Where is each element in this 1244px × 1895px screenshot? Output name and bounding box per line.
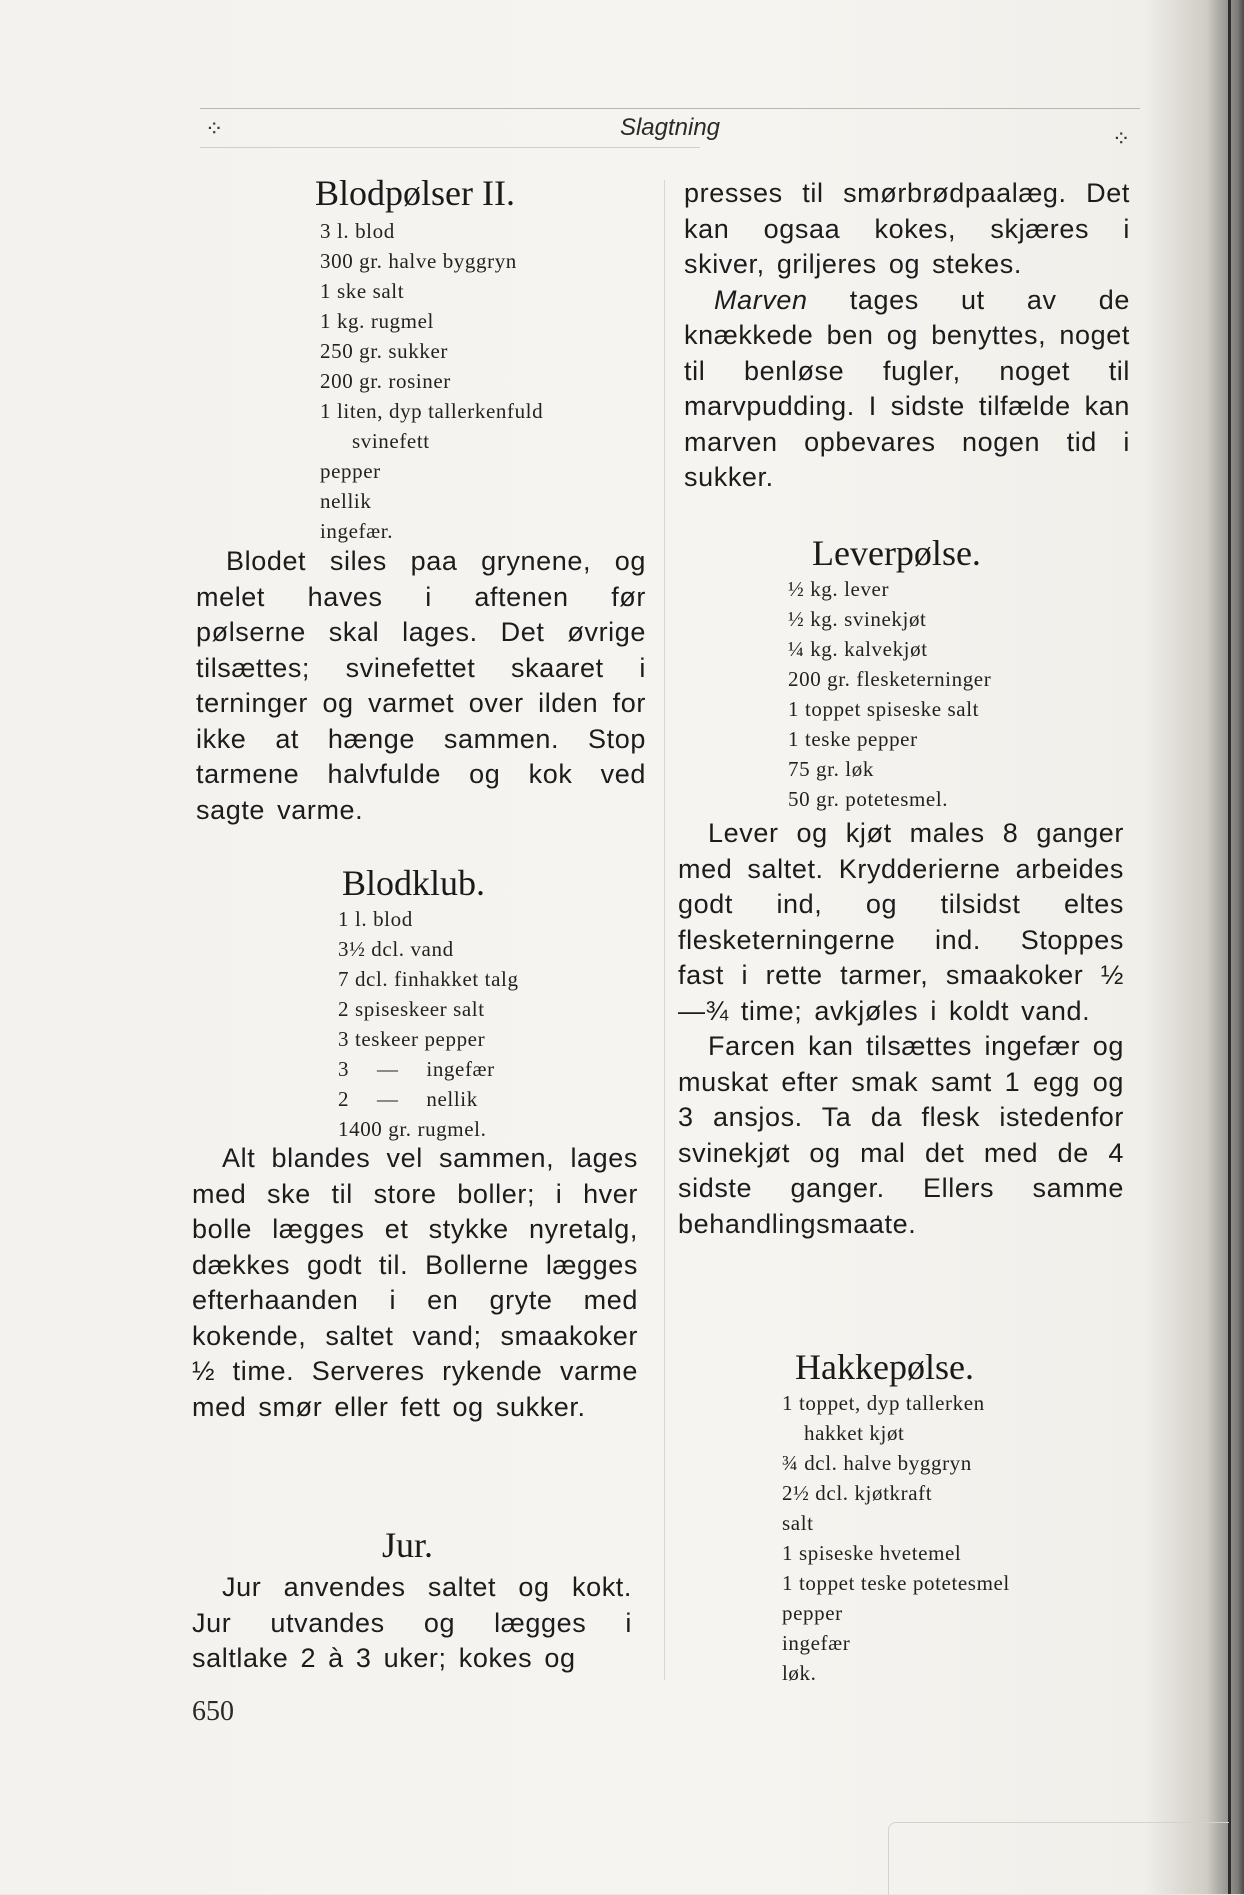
ingredient: 1 toppet teske potetesmel	[782, 1571, 1010, 1595]
ornament-left-icon: ⁘	[205, 116, 224, 141]
recipe-title-blodklub: Blodklub.	[342, 863, 486, 903]
recipe-text-blodpolser	[196, 544, 646, 828]
recipe-title-blodpolser: Blodpølser II.	[315, 173, 515, 213]
header-rule	[200, 108, 1140, 109]
ingredient: 1 liten, dyp tallerkenfuld	[320, 399, 544, 423]
ingredient: 1 toppet, dyp tallerken	[782, 1391, 985, 1415]
ingredient: 2½ dcl. kjøtkraft	[782, 1481, 933, 1505]
recipe-title-leverpolse: Leverpølse.	[812, 533, 981, 573]
ingredient: 75 gr. løk	[788, 757, 874, 781]
ingredient: 7 dcl. finhakket talg	[338, 967, 519, 991]
ingredient: 200 gr. flesketerninger	[788, 667, 992, 691]
ingredient: 1 l. blod	[338, 907, 413, 931]
recipe-text-jur	[192, 1570, 632, 1677]
ingredient: pepper	[320, 459, 381, 483]
ingredient: 3 teskeer pepper	[338, 1027, 486, 1051]
ingredient: 1 kg. rugmel	[320, 309, 434, 333]
ingredient: 2 spiseskeer salt	[338, 997, 485, 1021]
page-edge	[1228, 0, 1231, 1894]
ingredient: svinefett	[352, 429, 430, 453]
ingredient: 50 gr. potetesmel.	[788, 787, 949, 811]
paragraph: presses til smørbrødpaalæg. Det kan ogsaa kokes, skjæres i skiver, griljeres og stekes.	[684, 178, 1130, 279]
recipe-title-jur: Jur.	[382, 1525, 434, 1565]
paragraph: Alt blandes vel sammen, lages med ske til store boller; i hver bolle lægges et stykke nyretalg, dækkes godt til. Bollerne lægges efterhaanden i en gryte med kokende, saltet vand; smaakoker ½ time. Serveres rykende varme med smør eller fett og sukker.	[192, 1143, 638, 1422]
ingredient-list-hakkepolse	[782, 1388, 1010, 1688]
ingredient: 1 spiseske hvetemel	[782, 1541, 962, 1565]
column-divider	[664, 180, 665, 1680]
ingredient: hakket kjøt	[804, 1421, 905, 1445]
paragraph: Marven tages ut av de knækkede ben og benyttes, noget til benløse fugler, noget til marvpudding. I sidste tilfælde kan marven opbevares nogen tid i sukker.	[684, 284, 1130, 492]
ingredient: løk.	[782, 1661, 817, 1685]
ingredient: 2 — nellik	[338, 1087, 478, 1111]
ingredient: ingefær.	[320, 519, 394, 543]
ingredient-list-blodpolser	[320, 216, 543, 546]
running-head: Slagtning	[619, 114, 721, 141]
page-number: 650	[192, 1696, 234, 1727]
ingredient: 3 l. blod	[320, 219, 395, 243]
ingredient: 1400 gr. rugmel.	[338, 1117, 487, 1141]
ingredient: 300 gr. halve byggryn	[320, 249, 517, 273]
paragraph: Lever og kjøt males 8 ganger med saltet. Krydderierne arbeides godt ind, og tilsidst eltes flesketerningerne ind. Stoppes fast i rette tarmer, smaakoker ½—¾ time; avkjøles i koldt vand.	[678, 818, 1124, 1026]
ingredient: ingefær	[782, 1631, 851, 1655]
ingredient: 3 — ingefær	[338, 1057, 495, 1081]
paragraph: Farcen kan tilsættes ingefær og muskat efter smak samt 1 egg og 3 ansjos. Ta da flesk istedenfor svinekjøt og mal det med de 4 sidste ganger. Ellers samme behandlingsmaate.	[678, 1031, 1124, 1239]
ingredient: 1 toppet spiseske salt	[788, 697, 980, 721]
recipe-title-hakkepolse: Hakkepølse.	[795, 1347, 974, 1387]
ingredient: 1 teske pepper	[788, 727, 918, 751]
ornament-right-icon: ⁘	[1112, 126, 1131, 151]
ingredient: nellik	[320, 489, 372, 513]
ingredient: 250 gr. sukker	[320, 339, 448, 363]
ingredient: 200 gr. rosiner	[320, 369, 451, 393]
continuation-text	[684, 176, 1130, 496]
italic-word: Marven	[714, 284, 808, 315]
page-corner-mark	[888, 1822, 1229, 1895]
ingredient: ½ kg. svinekjøt	[788, 607, 927, 631]
ingredient: salt	[782, 1511, 814, 1535]
ingredient: ¾ dcl. halve byggryn	[782, 1451, 972, 1475]
ingredient: 1 ske salt	[320, 279, 405, 303]
recipe-text-leverpolse	[678, 816, 1124, 1242]
paragraph: Blodet siles paa grynene, og melet haves i aftenen før pølserne skal lages. Det øvrige tilsættes; svinefettet skaaret i terninger og varmet over ilden for ikke at hænge sammen. Stop tarmene halvfulde og kok ved sagte varme.	[196, 546, 646, 825]
ingredient: 3½ dcl. vand	[338, 937, 454, 961]
ingredient: ¼ kg. kalvekjøt	[788, 637, 928, 661]
recipe-text-blodklub	[192, 1141, 638, 1425]
ingredient-list-leverpolse	[788, 574, 991, 814]
ingredient-list-blodklub	[338, 904, 519, 1144]
header-rule-lower	[200, 147, 700, 148]
ingredient: pepper	[782, 1601, 843, 1625]
ingredient: ½ kg. lever	[788, 577, 890, 601]
paragraph: Jur anvendes saltet og kokt. Jur utvandes og lægges i saltlake 2 à 3 uker; kokes og	[192, 1572, 632, 1673]
